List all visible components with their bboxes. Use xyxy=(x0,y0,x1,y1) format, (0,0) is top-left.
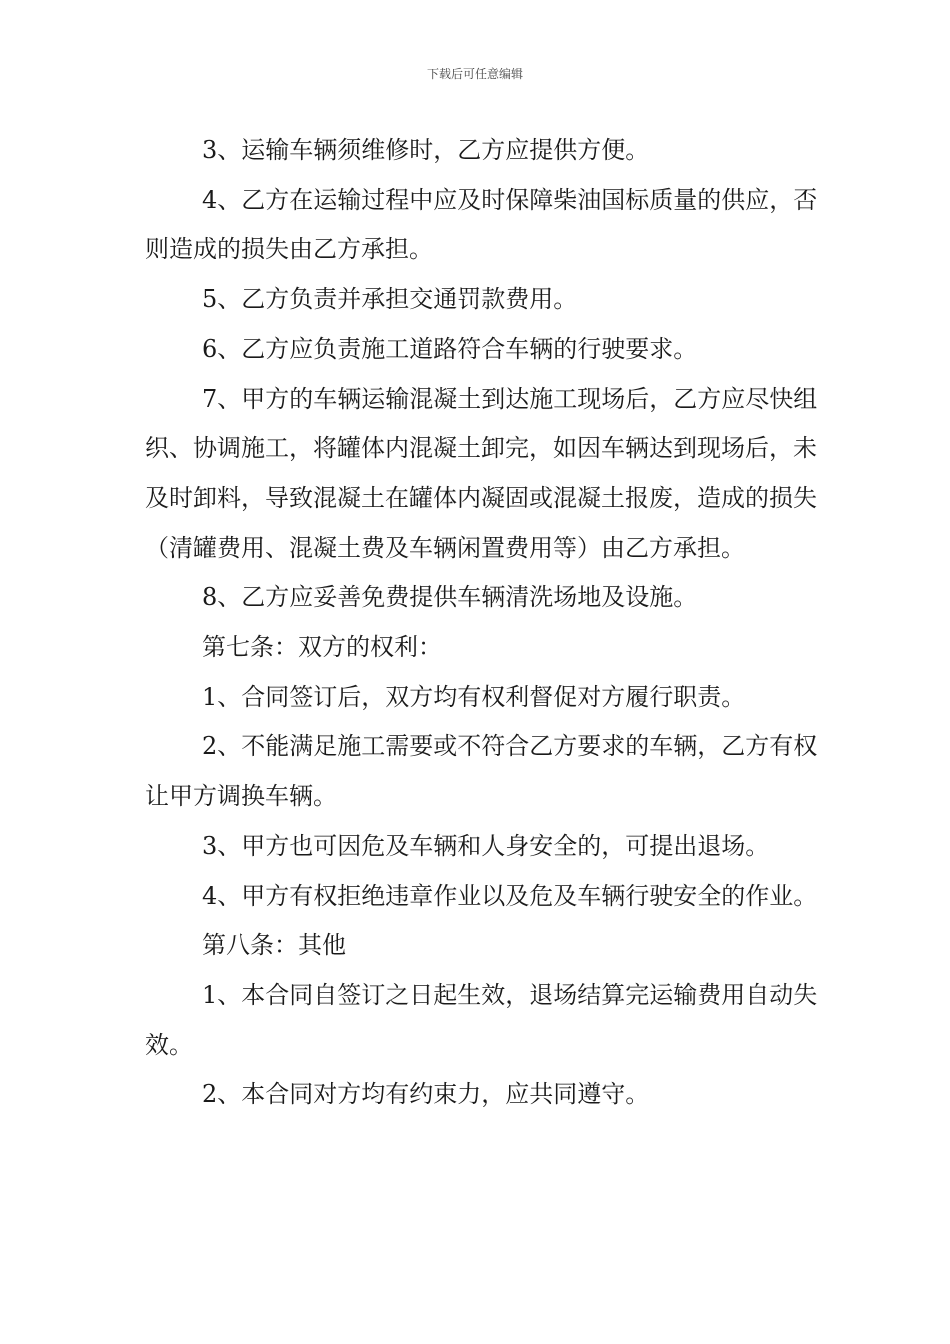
paragraph-clause-6-8: 8、乙方应妥善免费提供车辆清洗场地及设施。 xyxy=(202,583,698,612)
paragraph-clause-7-1: 1、合同签订后，双方均有权利督促对方履行职责。 xyxy=(202,682,746,711)
page-header: 下载后可任意编辑 xyxy=(426,67,523,81)
paragraph-clause-6-6: 6、乙方应负责施工道路符合车辆的行驶要求。 xyxy=(202,334,698,363)
paragraph-clause-7-2: 2、不能满足施工需要或不符合乙方要求的车辆，乙方有权让甲方调换车辆。 xyxy=(145,732,818,811)
paragraph-clause-6-3: 3、运输车辆须维修时，乙方应提供方便。 xyxy=(202,136,650,164)
section-heading-article-8: 第八条：其他 xyxy=(202,931,346,960)
paragraph-clause-7-4: 4、甲方有权拒绝违章作业以及危及车辆行驶安全的作业。 xyxy=(202,881,818,910)
paragraph-clause-6-4: 4、乙方在运输过程中应及时保障柴油国标质量的供应，否则造成的损失由乙方承担。 xyxy=(145,185,818,264)
paragraph-clause-6-5: 5、乙方负责并承担交通罚款费用。 xyxy=(202,285,578,314)
paragraph-clause-8-2: 2、本合同对方均有约束力，应共同遵守。 xyxy=(202,1080,650,1109)
document-body xyxy=(145,126,820,1120)
section-heading-article-7: 第七条：双方的权利： xyxy=(202,633,442,662)
paragraph-clause-6-7: 7、甲方的车辆运输混凝土到达施工现场后，乙方应尽快组织、协调施工，将罐体内混凝土卸完，如因车辆达到现场后，未及时卸料，导致混凝土在罐体内凝固或混凝土报废，造成的损失（清罐费用、混凝土费及车辆闲置费用等）由乙方承担。 xyxy=(145,384,818,562)
paragraph-clause-7-3: 3、甲方也可因危及车辆和人身安全的，可提出退场。 xyxy=(202,831,770,860)
paragraph-clause-8-1: 1、本合同自签订之日起生效，退场结算完运输费用自动失效。 xyxy=(145,980,818,1059)
